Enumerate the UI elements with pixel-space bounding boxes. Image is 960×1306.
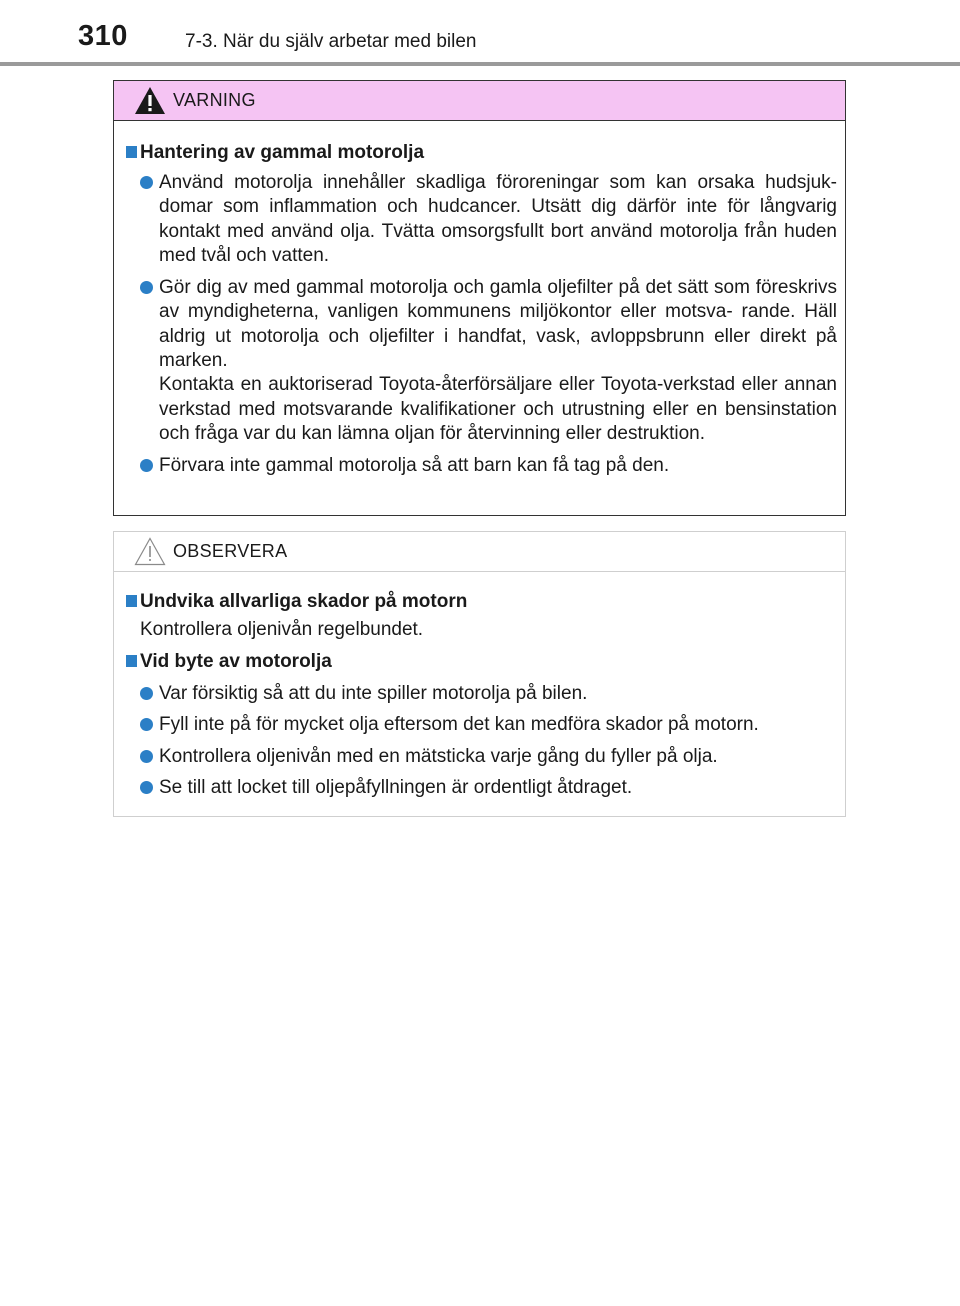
header-rule [0,62,960,66]
list-item-text: Se till att locket till oljepåfyllningen är ordentligt åtdraget. [159,776,633,798]
list-item [126,171,837,268]
warning-box [113,80,846,516]
list-item-text: Kontakta en auktoriserad Toyota-återförsäljare eller Toyota-verkstad eller annan verkstad med motsvarande kvalifikationer och utrustning eller en bensinstation och fråga var du kan lämna oljan för återvinning eller destruktion. [159,374,837,444]
round-bullet-icon [140,176,153,189]
section-heading-text: Vid byte av motorolja [140,651,332,672]
section-heading-text: Hantering av gammal motorolja [140,142,425,163]
square-bullet-icon [126,146,137,158]
round-bullet-icon [140,750,153,763]
notice-body [114,572,845,800]
list-item-text: Förvara inte gammal motorolja så att barn kan få tag på den. [159,455,670,477]
section-heading [126,139,837,166]
warning-section [126,139,837,479]
notice-list [126,682,837,800]
warning-triangle-icon [134,86,166,115]
list-item-text: Var försiktig så att du inte spiller motorolja på bilen. [159,683,588,704]
notice-label: OBSERVERA [173,541,288,561]
notice-header [114,532,845,572]
square-bullet-icon [126,655,137,667]
list-item-text: Kontrollera oljenivån med en mätsticka varje gång du fyller på olja. [159,745,718,767]
warning-label: VARNING [173,90,256,110]
section-title: 7-3. När du själv arbetar med bilen [185,31,477,52]
notice-box [113,531,846,817]
notice-section [126,648,837,800]
round-bullet-icon [140,281,153,294]
round-bullet-icon [140,781,153,794]
list-item-text: Gör dig av med gammal motorolja och gamla oljefilter på det sätt som föreskrivs av myndigheterna, vanligen kommunens miljökontor eller motsva- rande. Häll aldrig ut motorolja och oljefilter i handfat, vask, avloppsbrunn eller direkt på marken. [159,277,837,372]
notice-section [126,588,837,642]
list-item [126,713,837,737]
warning-list [126,171,837,479]
section-text: Kontrollera oljenivån regelbundet. [140,619,424,640]
list-item [126,454,837,478]
list-item [126,276,837,446]
list-item [126,745,837,769]
list-item [126,682,837,706]
section-heading [126,648,837,675]
warning-header [114,81,845,121]
round-bullet-icon [140,459,153,472]
round-bullet-icon [140,718,153,731]
section-heading [126,588,837,615]
section-heading-text: Undvika allvarliga skador på motorn [140,591,468,612]
caution-triangle-outline-icon [134,537,166,566]
page-header [0,0,960,64]
round-bullet-icon [140,687,153,700]
page-number: 310 [78,20,128,52]
list-item-text: Använd motorolja innehåller skadliga föroreningar som kan orsaka hudsjuk- domar som inflammation och hudcancer. Utsätt dig därför inte för långvarig kontakt med använd olja. Tvätta omsorgsfullt bort använd motorolja från huden med tvål och vatten. [159,172,837,266]
square-bullet-icon [126,595,137,607]
list-item-text: Fyll inte på för mycket olja eftersom det kan medföra skador på motorn. [159,714,759,736]
warning-body [114,121,845,479]
list-item [126,776,837,800]
